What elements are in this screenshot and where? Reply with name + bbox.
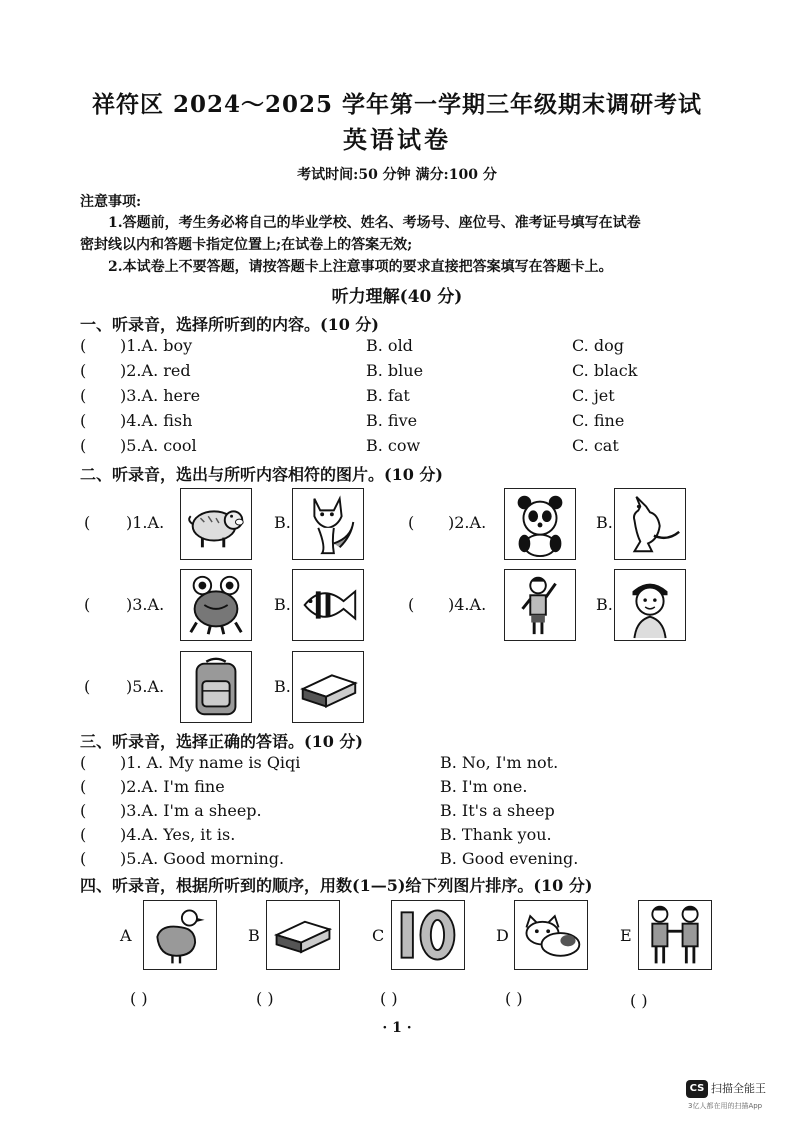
sec2-q2-b-label: B.	[596, 513, 613, 532]
option-b: B. I'm one.	[440, 777, 528, 796]
option-a: )3.A. here	[120, 386, 201, 405]
boy-face-icon	[614, 569, 686, 641]
answer-paren: (	[80, 849, 87, 868]
sec4-label-a: A	[120, 926, 132, 945]
section-3-title: 三、听录音，选择正确的答语。(10 分)	[80, 732, 363, 751]
sec4-label-b: B	[248, 926, 260, 945]
number-ten-icon	[391, 900, 465, 970]
option-c: C. fine	[572, 411, 625, 430]
sec4-answer-e: ( )	[630, 991, 648, 1010]
answer-paren: (	[80, 336, 87, 355]
option-a: )4.A. fish	[120, 411, 193, 430]
notice-item-2	[80, 256, 730, 278]
option-a: )1.A. boy	[120, 336, 193, 355]
option-a: )1. A. My name is Qiqi	[120, 753, 301, 772]
option-c: C. cat	[572, 436, 619, 455]
sec4-answer-c: ( )	[380, 989, 398, 1008]
sec2-q3-paren: (	[84, 595, 91, 614]
fish-icon	[292, 569, 364, 641]
fox-icon	[292, 488, 364, 560]
frog-icon	[180, 569, 252, 641]
camscanner-watermark	[686, 1076, 790, 1116]
exam-meta: 考试时间:50 分钟 满分:100 分	[297, 167, 497, 183]
exam-title: 祥符区 2024～2025 学年第一学期三年级期末调研考试	[91, 91, 703, 118]
answer-paren: (	[80, 411, 87, 430]
option-c: C. black	[572, 361, 638, 380]
kids-shaking-hands-icon	[638, 900, 712, 970]
option-b: B. blue	[366, 361, 424, 380]
kangaroo-icon	[614, 488, 686, 560]
option-a: )5.A. Good morning.	[120, 849, 285, 868]
section-1-title: 一、听录音，选择所听到的内容。(10 分)	[80, 315, 379, 334]
backpack-icon	[180, 651, 252, 723]
sec2-q4-paren: (	[408, 595, 415, 614]
exam-subtitle: 英语试卷	[343, 125, 451, 154]
sec4-label-c: C	[372, 926, 385, 945]
option-a: )5.A. cool	[120, 436, 197, 455]
camscanner-tagline: 3亿人都在用的扫描App	[688, 1102, 763, 1110]
option-b: B. No, I'm not.	[440, 753, 559, 772]
section-4-title: 四、听录音，根据所听到的顺序，用数(1—5)给下列图片排序。(10 分)	[80, 876, 593, 895]
camscanner-name: 扫描全能王	[711, 1082, 766, 1095]
eraser-icon	[292, 651, 364, 723]
sec4-label-d: D	[496, 926, 509, 945]
sec2-q5-paren: (	[84, 677, 91, 696]
camscanner-logo-icon: CS	[686, 1080, 708, 1098]
answer-paren: (	[80, 753, 87, 772]
sec4-answer-b: ( )	[256, 989, 274, 1008]
option-a: )2.A. red	[120, 361, 191, 380]
sec2-q5-label: )5.A.	[126, 677, 165, 696]
answer-paren: (	[80, 436, 87, 455]
cat-icon	[514, 900, 588, 970]
pig-icon	[180, 488, 252, 560]
part-title: 听力理解(40 分)	[331, 287, 463, 307]
sec4-answer-d: ( )	[505, 989, 523, 1008]
notice-heading: 注意事项:	[80, 194, 142, 210]
notice-item-2-text: 2.本试卷上不要答题，请按答题卡上注意事项的要求直接把答案填写在答题卡上。	[108, 259, 613, 275]
sec2-q2-paren: (	[408, 513, 415, 532]
sec2-q5-b-label: B.	[274, 677, 291, 696]
option-b: B. It's a sheep	[440, 801, 555, 820]
notice-item-1-line-2: 密封线以内和答题卡指定位置上;在试卷上的答案无效;	[80, 237, 413, 253]
option-b: B. five	[366, 411, 418, 430]
sec2-q3-b-label: B.	[274, 595, 291, 614]
page-number: · 1 ·	[382, 1020, 412, 1036]
boy-waving-icon	[504, 569, 576, 641]
sec4-label-e: E	[620, 926, 632, 945]
sec2-q1-label: )1.A.	[126, 513, 165, 532]
answer-paren: (	[80, 386, 87, 405]
option-a: )3.A. I'm a sheep.	[120, 801, 262, 820]
sec2-q2-label: )2.A.	[448, 513, 487, 532]
answer-paren: (	[80, 777, 87, 796]
option-b: B. cow	[366, 436, 421, 455]
sec2-q1-b-label: B.	[274, 513, 291, 532]
option-a: )2.A. I'm fine	[120, 777, 225, 796]
answer-paren: (	[80, 801, 87, 820]
sec4-answer-a: ( )	[130, 989, 148, 1008]
option-b: B. old	[366, 336, 413, 355]
option-c: C. dog	[572, 336, 624, 355]
answer-paren: (	[80, 825, 87, 844]
sec2-q1-paren: (	[84, 513, 91, 532]
sec2-q3-label: )3.A.	[126, 595, 165, 614]
option-b: B. Thank you.	[440, 825, 552, 844]
eraser-icon	[266, 900, 340, 970]
sec2-q4-b-label: B.	[596, 595, 613, 614]
option-a: )4.A. Yes, it is.	[120, 825, 236, 844]
notice-item-1	[80, 212, 730, 256]
answer-paren: (	[80, 361, 87, 380]
notice-item-1-line-1: 1.答题前，考生务必将自己的毕业学校、姓名、考场号、座位号、准考证号填写在试卷	[108, 215, 641, 231]
section-2-title: 二、听录音，选出与所听内容相符的图片。(10 分)	[80, 465, 443, 484]
option-b: B. Good evening.	[440, 849, 579, 868]
option-b: B. fat	[366, 386, 410, 405]
sec2-q4-label: )4.A.	[448, 595, 487, 614]
duck-icon	[143, 900, 217, 970]
option-c: C. jet	[572, 386, 615, 405]
panda-icon	[504, 488, 576, 560]
